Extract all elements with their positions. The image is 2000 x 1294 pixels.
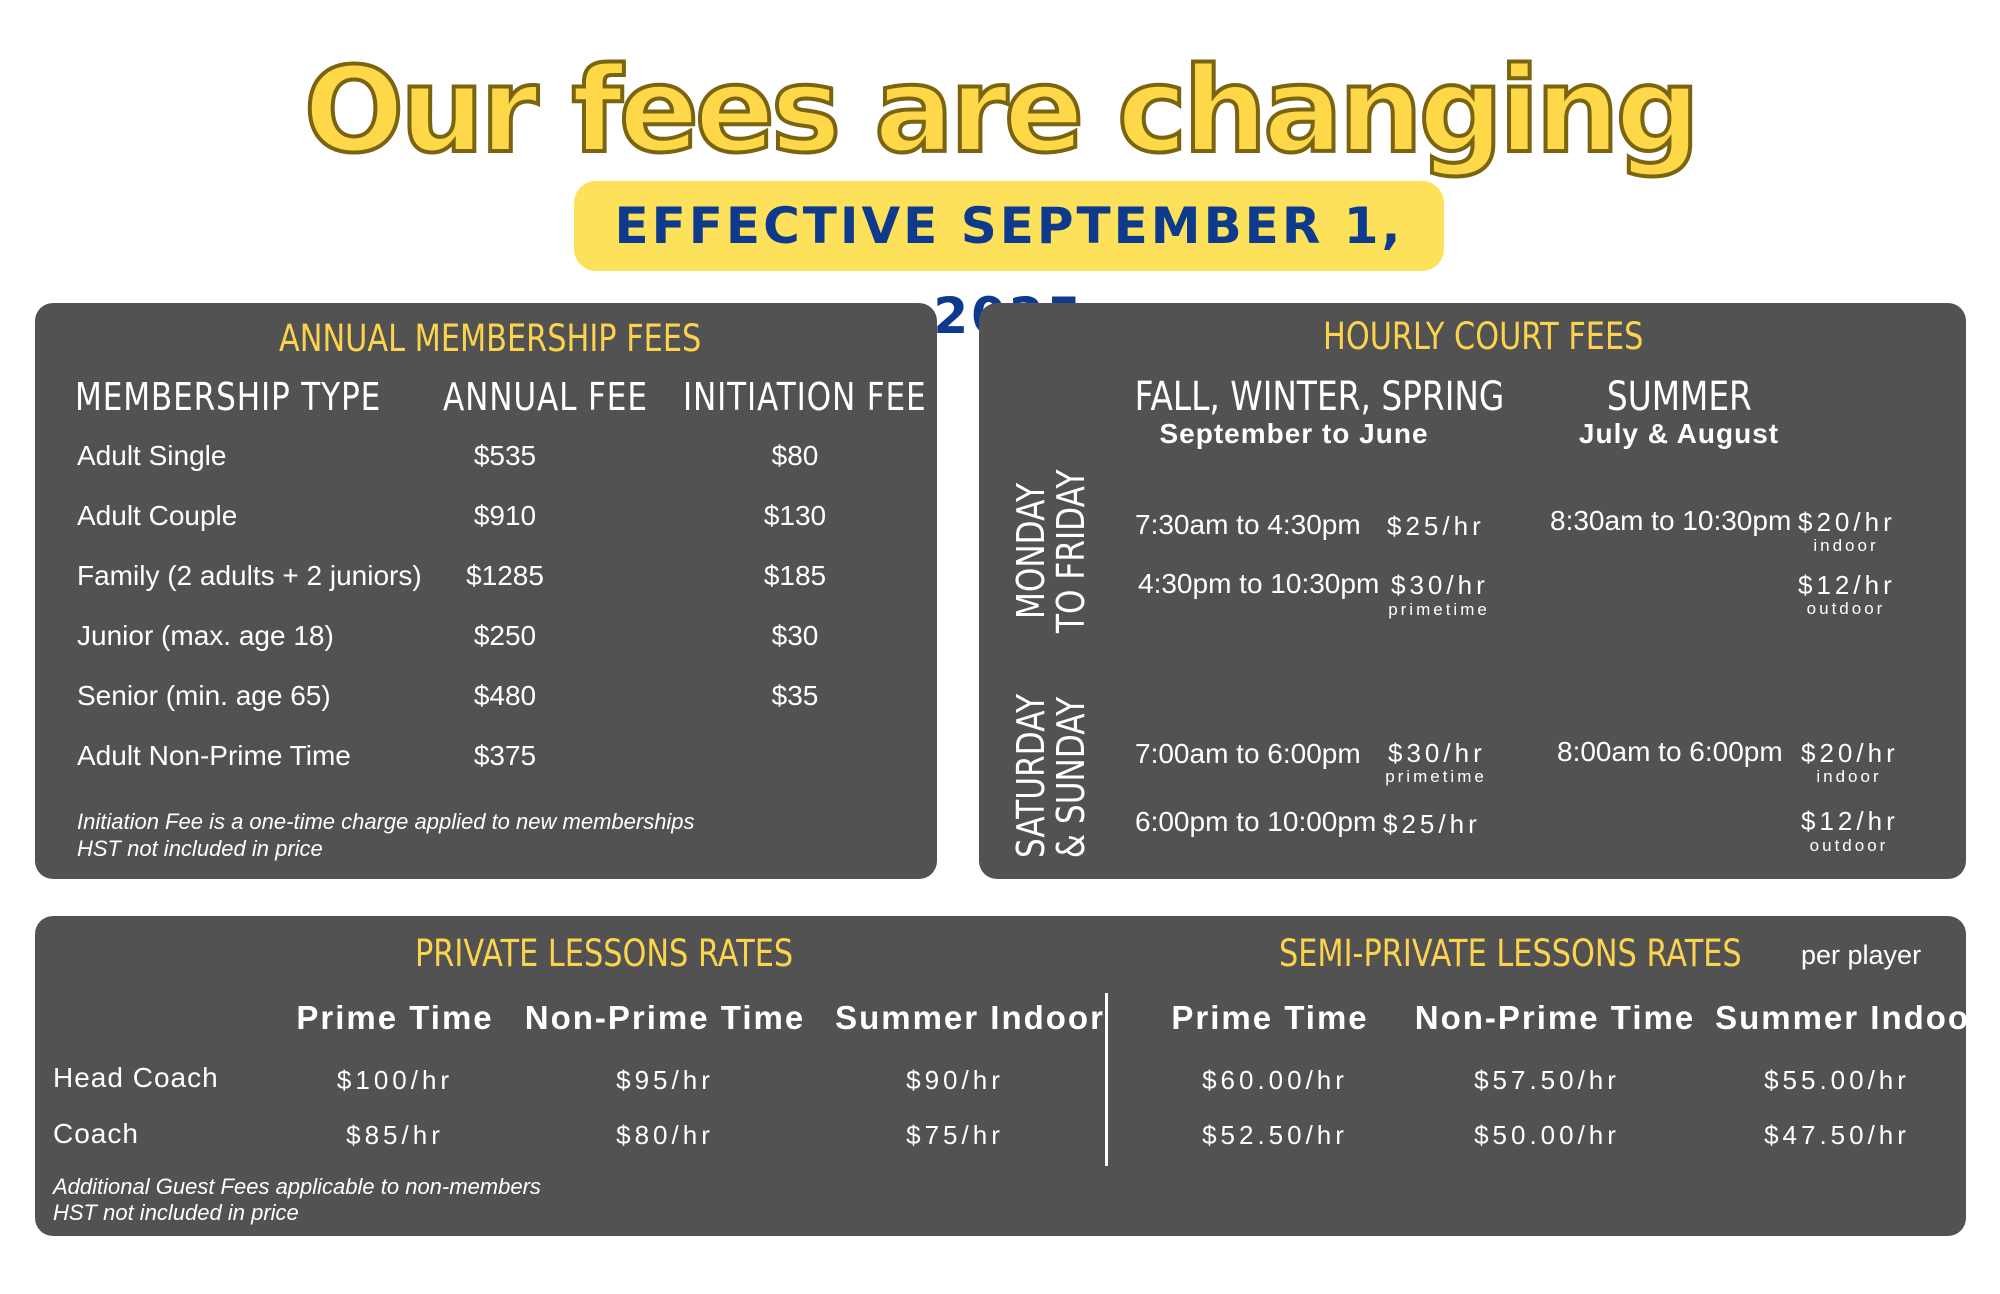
lesson-price: $60.00/hr <box>1202 1065 1348 1095</box>
coach-label: Head Coach <box>53 1062 219 1093</box>
page-title: Our fees are changing <box>303 41 1697 179</box>
lesson-price: $95/hr <box>616 1065 714 1095</box>
column-header-initiation-fee: INITIATION FEE <box>683 375 927 419</box>
lesson-price: $100/hr <box>336 1065 454 1095</box>
season-months: September to June <box>1159 418 1429 449</box>
season-name: FALL, WINTER, SPRING <box>1134 374 1505 420</box>
lessons-panel <box>35 916 1985 1236</box>
annual-fee: $535 <box>473 440 537 471</box>
price-tag: indoor <box>1816 767 1882 786</box>
membership-note: Initiation Fee is a one-time charge applied to new memberships <box>77 809 695 834</box>
annual-fee: $910 <box>473 500 537 531</box>
court-price: $20/hr <box>1801 738 1899 768</box>
initiation-fee: $35 <box>771 680 819 711</box>
lesson-price: $80/hr <box>616 1120 714 1150</box>
court-fees-panel <box>979 303 1966 879</box>
court-price: $12/hr <box>1798 570 1896 600</box>
season-summer <box>1519 375 1839 449</box>
weekday-label: MONDAY TO FRIDAY <box>1009 469 1093 633</box>
membership-type: Senior (min. age 65) <box>77 680 331 711</box>
coach-label: Coach <box>53 1118 139 1149</box>
lesson-price: $55.00/hr <box>1764 1065 1910 1095</box>
lesson-price: $75/hr <box>906 1120 1004 1150</box>
court-time: 6:00pm to 10:00pm <box>1135 806 1377 837</box>
court-price: $20/hr <box>1798 507 1896 537</box>
initiation-fee: $130 <box>763 500 827 531</box>
membership-fees-title: ANNUAL MEMBERSHIP FEES <box>279 317 702 360</box>
lessons-note: Additional Guest Fees applicable to non-members <box>53 1174 541 1199</box>
membership-type: Adult Single <box>77 440 227 471</box>
price-tag: indoor <box>1813 536 1879 555</box>
court-price: $25/hr <box>1383 809 1481 839</box>
court-time: 4:30pm to 10:30pm <box>1138 568 1380 599</box>
court-price: $12/hr <box>1801 806 1899 836</box>
effective-date-badge: EFFECTIVE SEPTEMBER 1, <box>574 181 1444 271</box>
weekend-label: SATURDAY & SUNDAY <box>1009 693 1093 859</box>
per-player-label: per player <box>1801 940 1922 970</box>
private-col-prime: Prime Time <box>296 999 494 1036</box>
column-header-annual-fee: ANNUAL FEE <box>443 375 648 419</box>
membership-type: Family (2 adults + 2 juniors) <box>77 560 422 591</box>
season-months: July & August <box>1578 418 1780 449</box>
lesson-price: $47.50/hr <box>1764 1120 1910 1150</box>
membership-type: Junior (max. age 18) <box>77 620 334 651</box>
lesson-price: $50.00/hr <box>1474 1120 1620 1150</box>
lessons-note: HST not included in price <box>53 1200 299 1225</box>
semi-private-lessons-title: SEMI-PRIVATE LESSONS RATES <box>1279 932 1742 975</box>
price-tag: primetime <box>1388 600 1490 619</box>
lesson-price: $57.50/hr <box>1474 1065 1620 1095</box>
court-fees-title: HOURLY COURT FEES <box>1323 315 1644 358</box>
annual-fee: $250 <box>473 620 537 651</box>
private-col-summer: Summer Indoor <box>835 999 1105 1036</box>
price-tag: primetime <box>1385 767 1487 786</box>
annual-fee: $1285 <box>466 560 544 591</box>
semi-col-nonprime: Non-Prime Time <box>1414 999 1696 1036</box>
annual-fee: $480 <box>473 680 537 711</box>
semi-col-prime: Prime Time <box>1171 999 1369 1036</box>
private-col-nonprime: Non-Prime Time <box>524 999 806 1036</box>
court-time: 8:30am to 10:30pm <box>1550 505 1792 536</box>
court-time: 7:30am to 4:30pm <box>1135 509 1361 540</box>
price-tag: outdoor <box>1806 599 1886 618</box>
court-price: $30/hr <box>1391 570 1489 600</box>
private-lessons-title: PRIVATE LESSONS RATES <box>415 932 794 975</box>
lesson-price: $85/hr <box>346 1120 444 1150</box>
initiation-fee: $185 <box>763 560 827 591</box>
membership-type: Adult Couple <box>77 500 238 531</box>
initiation-fee: $80 <box>771 440 819 471</box>
membership-type: Adult Non-Prime Time <box>77 740 351 771</box>
lessons-divider <box>1105 993 1108 1166</box>
semi-col-summer: Summer Indoor <box>1715 999 1985 1036</box>
lesson-price: $52.50/hr <box>1202 1120 1348 1150</box>
membership-note: HST not included in price <box>77 836 323 861</box>
column-header-membership-type: MEMBERSHIP TYPE <box>75 375 382 419</box>
court-price: $25/hr <box>1387 511 1485 541</box>
membership-fees-panel <box>35 303 937 879</box>
annual-fee: $375 <box>473 740 537 771</box>
court-time: 7:00am to 6:00pm <box>1135 738 1361 769</box>
initiation-fee: $30 <box>771 620 819 651</box>
season-name: SUMMER <box>1606 374 1752 420</box>
lesson-price: $90/hr <box>906 1065 1004 1095</box>
price-tag: outdoor <box>1809 836 1889 855</box>
season-fall-winter-spring <box>1094 374 1505 449</box>
court-time: 8:00am to 6:00pm <box>1557 736 1783 767</box>
court-price: $30/hr <box>1388 738 1486 768</box>
